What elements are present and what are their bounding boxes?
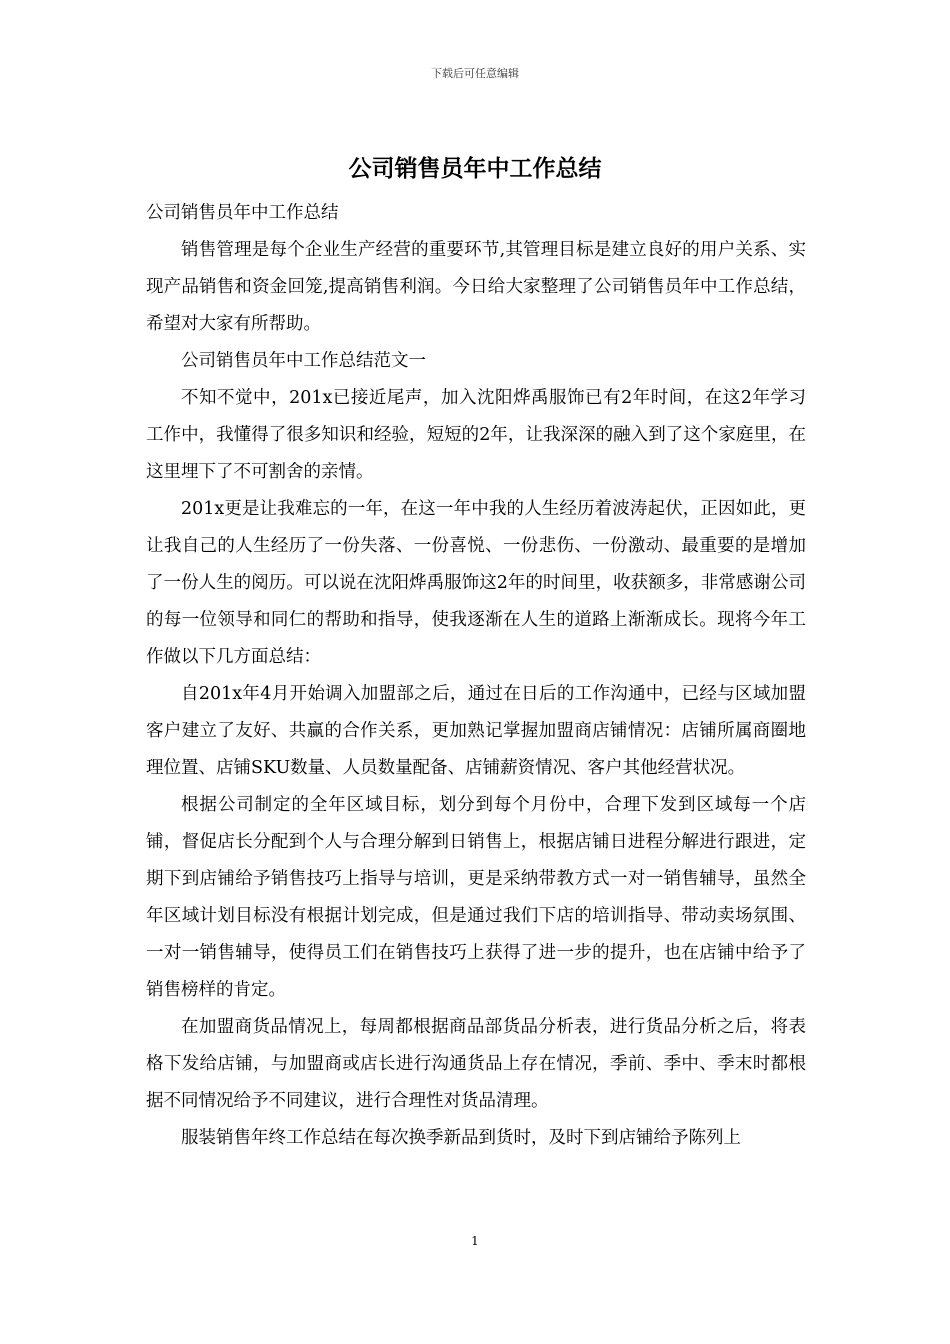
page-header-note: 下载后可任意编辑: [431, 67, 519, 80]
paragraph: 在加盟商货品情况上，每周都根据商品部货品分析表，进行货品分析之后，将表格下发给店铺，与加盟商或店长进行沟通货品上存在情况，季前、季中、季末时都根据不同情况给予不同建议，进行合理性对货品清理。: [146, 1017, 806, 1111]
document-body: [146, 195, 806, 1157]
page-number: 1: [471, 1234, 479, 1248]
document-subtitle: 公司销售员年中工作总结: [146, 203, 339, 223]
paragraph: 201x更是让我难忘的一年，在这一年中我的人生经历着波涛起伏，正因如此，更让我自己的人生经历了一份失落、一份喜悦、一份悲伤、一份激动、最重要的是增加了一份人生的阅历。可以说在沈阳烨禹服饰这2年的时间里，收获额多，非常感谢公司的每一位领导和同仁的帮助和指导，使我逐渐在人生的道路上渐渐成长。现将今年工作做以下几方面总结：: [146, 499, 806, 667]
paragraph: 不知不觉中，201x已接近尾声，加入沈阳烨禹服饰已有2年时间，在这2年学习工作中，我懂得了很多知识和经验，短短的2年，让我深深的融入到了这个家庭里，在这里埋下了不可割舍的亲情。: [146, 388, 806, 482]
paragraph: 根据公司制定的全年区域目标，划分到每个月份中，合理下发到区域每一个店铺，督促店长分配到个人与合理分解到日销售上，根据店铺日进程分解进行跟进，定期下到店铺给予销售技巧上指导与培训，更是采纳带教方式一对一销售辅导，虽然全年区域计划目标没有根据计划完成，但是通过我们下店的培训指导、带动卖场氛围、一对一销售辅导，使得员工们在销售技巧上获得了进一步的提升，也在店铺中给予了销售榜样的肯定。: [146, 795, 806, 1000]
document-title: 公司销售员年中工作总结: [348, 156, 602, 182]
paragraph-intro: 销售管理是每个企业生产经营的重要环节,其管理目标是建立良好的用户关系、实现产品销售和资金回笼,提高销售利润。今日给大家整理了公司销售员年中工作总结，希望对大家有所帮助。: [146, 240, 806, 334]
section-heading: 公司销售员年中工作总结范文一: [181, 351, 426, 371]
paragraph: 服装销售年终工作总结在每次换季新品到货时，及时下到店铺给予陈列上: [181, 1128, 741, 1148]
paragraph: 自201x年4月开始调入加盟部之后，通过在日后的工作沟通中，已经与区域加盟客户建立了友好、共赢的合作关系，更加熟记掌握加盟商店铺情况：店铺所属商圈地理位置、店铺SKU数量、人员数量配备、店铺薪资情况、客户其他经营状况。: [146, 684, 806, 778]
